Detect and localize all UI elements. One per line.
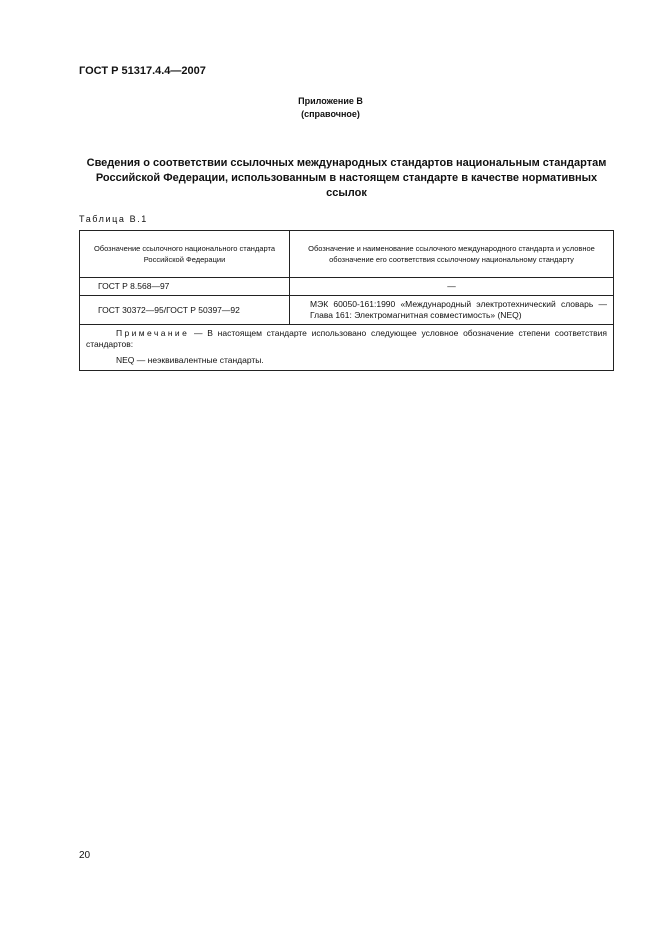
table-note [80, 325, 614, 371]
appendix-heading [0, 95, 661, 121]
reference-table [79, 230, 614, 371]
page-number: 20 [79, 850, 91, 861]
appendix-subtitle: (справочное) [301, 109, 360, 119]
cell-national-standard: ГОСТ Р 8.568—97 [80, 278, 290, 296]
table-row [80, 296, 614, 325]
note-text: — В настоящем стандарте использовано следующее условное обозначение степени соответствия стандартов: [86, 328, 607, 349]
header-international-standard: Обозначение и наименование ссылочного международного стандарта и условное обозначение его соответствия ссылочному национальному стандарту [290, 231, 614, 278]
note-text-block [86, 328, 607, 350]
header-national-standard: Обозначение ссылочного национального стандарта Российской Федерации [80, 231, 290, 278]
document-code: ГОСТ Р 51317.4.4—2007 [79, 65, 206, 77]
note-label: Примечание [116, 328, 190, 338]
table-caption: Таблица В.1 [79, 214, 148, 224]
table-note-row [80, 325, 614, 371]
appendix-title: Приложение В [298, 96, 363, 106]
cell-national-standard: ГОСТ 30372—95/ГОСТ Р 50397—92 [80, 296, 290, 325]
table-header-row [80, 231, 614, 278]
table-row [80, 278, 614, 296]
note-legend: NEQ — неэквивалентные стандарты. [116, 355, 264, 365]
cell-international-standard: — [290, 278, 614, 296]
cell-international-standard: МЭК 60050-161:1990 «Международный электротехнический словарь — Глава 161: Электромагнитная совместимость» (NEQ) [290, 296, 614, 325]
section-title: Сведения о соответствии ссылочных международных стандартов национальным стандартам Российской Федерации, использованным в настоящем стандарте в качестве нормативных ссылок [86, 157, 607, 199]
